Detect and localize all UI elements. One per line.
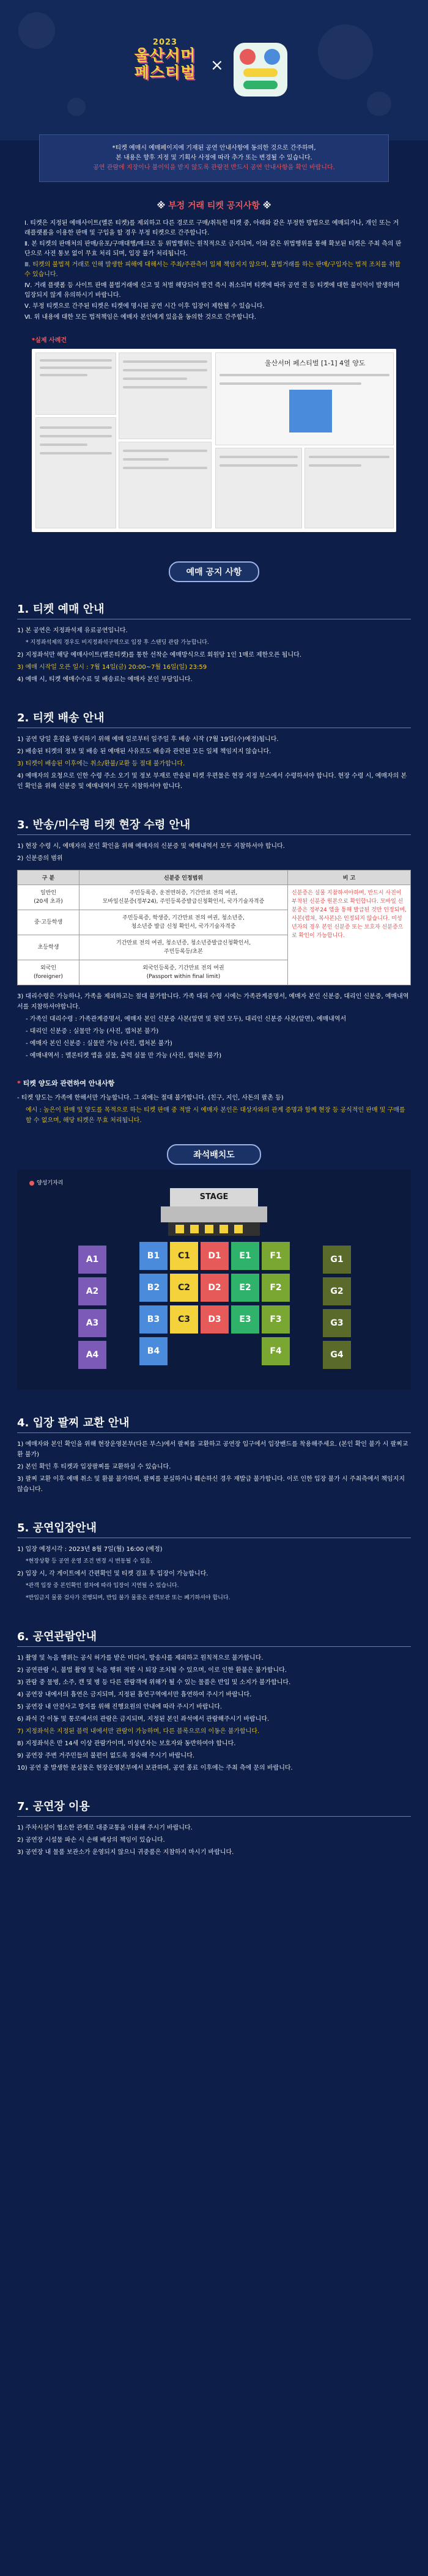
section-6-body: [17, 1653, 411, 1773]
resale-rules: [0, 219, 428, 323]
seat-block[interactable]: B3: [139, 1305, 168, 1334]
s4-line: 2) 본인 확인 후 티켓과 입장팔찌를 교환하실 수 있습니다.: [17, 1464, 171, 1470]
s5-line: *관객 입장 중 본인확인 절차에 따라 입장이 지연될 수 있습니다.: [26, 1583, 179, 1589]
table-row: [18, 885, 411, 910]
seat-block[interactable]: E2: [231, 1274, 259, 1302]
notice-line: 공연 관람에 지장이나 불이익을 받지 않도록 관람전 반드시 공연 안내사항을 확인 바랍니다.: [93, 164, 335, 171]
s2-line: 2) 배송된 티켓의 정보 및 배송 된 예매된 사유로도 배송과 관련된 모든 일체 책임지지 않습니다.: [17, 748, 271, 755]
ticket-image: [289, 390, 332, 432]
section-3-notes: [17, 991, 411, 1061]
s1-line: 1) 본 공연은 지정좌석제 유료공연입니다.: [17, 627, 128, 634]
seat-block[interactable]: C2: [170, 1274, 198, 1302]
title-mark: ※: [157, 201, 166, 211]
divider: [17, 1646, 411, 1647]
seat-block[interactable]: A3: [78, 1309, 106, 1337]
s7-line: 3) 공연장 내 물품 보관소가 운영되지 않으니 귀중품은 지참하지 마시기 바랍니다.: [17, 1849, 234, 1856]
s5-line: 2) 입장 시, 각 게이트에서 간편확인 및 티켓 검표 후 입장이 가능합니다.: [17, 1571, 208, 1577]
seat-block[interactable]: E1: [231, 1242, 259, 1270]
s3-line: 2) 신분증의 범위: [17, 855, 63, 862]
stage-apron: [161, 1206, 267, 1222]
page-bottom-spacer: [0, 1859, 428, 1884]
table-cell: 기간만료 전의 여권, 청소년증, 청소년증발급신청확인서, 주민등록등/초본: [79, 935, 288, 960]
s6-line: 8) 지정좌석은 만 14세 이상 관람가이며, 미성년자는 보호자와 동반하여야 합니다.: [17, 1740, 236, 1747]
festival-logo-line1: 울산서머: [134, 46, 196, 64]
seat-block[interactable]: G1: [323, 1246, 351, 1274]
s3-note: - 대리인 신분증 : 실물만 가능 (사진, 캡처본 불가): [26, 1028, 159, 1035]
section-4-heading: 4. 입장 팔찌 교환 안내: [17, 1417, 130, 1429]
s1-line: 2) 지정좌석만 해당 예매사이트(멜론티켓)를 통한 선착순 예매방식으로 회원당 1인 1매로 제한오픈 됩니다.: [17, 652, 301, 659]
logo-shape: [240, 49, 256, 65]
s3-line: 1) 현장 수령 시, 예매자의 본인 확인을 위해 예매자의 신분증 및 예매내역서 모두 지참하셔야 합니다.: [17, 843, 285, 850]
seat-block[interactable]: B1: [139, 1242, 168, 1270]
logo-shape: [243, 81, 278, 89]
collab-times: ×: [210, 56, 224, 75]
section-3-heading: 3. 반송/미수령 티켓 현장 수령 안내: [17, 819, 191, 831]
s6-line: 9) 공연장 주변 거주민들의 불편이 없도록 정숙해 주시기 바랍니다.: [17, 1753, 195, 1759]
seat-block[interactable]: B4: [139, 1337, 168, 1365]
logo-shape: [264, 49, 280, 65]
rule-item: Ⅴ. 부정 티켓으로 간주된 티켓은 티켓에 명시된 공연 시간 이후 입장이 제한될 수 있습니다.: [24, 303, 265, 310]
section-5-heading: 5. 공연입장안내: [17, 1522, 97, 1534]
rule-item: Ⅵ. 위 내용에 대한 모든 법적책임은 예매자 본인에게 있음을 동의한 것으로 간주합니다.: [24, 314, 256, 321]
s3-note: - 예매내역서 : 멜론티켓 앱을 실물, 출력 실물 만 가능 (사진, 캡처본 불가): [26, 1053, 222, 1059]
bokeh-decoration: [67, 98, 86, 116]
example-screenshot: [215, 352, 394, 445]
example-screenshot: [119, 442, 212, 528]
table-header: 신분증 인정범위: [79, 870, 288, 885]
s7-line: 1) 주차시설이 협소한 관계로 대중교통을 이용해 주시기 바랍니다.: [17, 1825, 193, 1831]
rule-item: Ⅰ. 티켓은 지정된 예매사이트(멜론 티켓)를 제외하고 다른 경로로 구매/취득한 티켓 중, 아래와 같은 부정한 방법으로 예매되거나, 개인 또는 거래플랫폼을 이용한 판매 및 구입을 할 경우 부정 티켓으로 간주합니다.: [24, 220, 399, 236]
seat-marker: [220, 1225, 228, 1233]
bokeh-decoration: [318, 24, 373, 79]
rule-item: Ⅳ. 거래 플랫폼 등 사이트 판매 불법거래에 신고 및 처벌 해당되어 발견 즉시 취소되며 티켓에 따라 공연 전 등 티켓에 대한 불이익이 발생하며 입장되지 않게 유의하시기 바랍니다.: [24, 282, 400, 299]
s4-line: 1) 예매자와 본인 확인을 위해 현장운영본부(다른 부스)에서 팔찌를 교환하고 공연장 입구에서 입장밴드를 착용해주세요. (본인 확인 불가 시 팔찌교환 불가): [17, 1441, 408, 1458]
s2-line: 1) 공연 당일 혼잡을 방지하기 위해 예매 일로부터 일주일 후 배송 시작 (7월 19일(수)예정)됩니다.: [17, 736, 279, 743]
festival-year: 2023: [152, 38, 178, 47]
seat-block[interactable]: B2: [139, 1274, 168, 1302]
s5-line: 1) 입장 예정시각 : 2023년 8월 7일(월) 16:00 (예정): [17, 1546, 163, 1553]
seat-block[interactable]: F2: [262, 1274, 290, 1302]
ticket-terms-notice: [39, 134, 389, 182]
table-header: 구 분: [18, 870, 79, 885]
example-screenshot: [215, 448, 302, 528]
example-label: *실제 사례건: [32, 337, 67, 344]
seat-block[interactable]: D1: [201, 1242, 229, 1270]
s2-line: 3) 티켓이 배송된 이후에는 취소/환불/교환 등 절대 불가합니다.: [17, 761, 185, 767]
divider: [17, 1816, 411, 1817]
partner-logo-icon: [234, 43, 287, 97]
festival-logo-line2: 페스티벌: [134, 64, 196, 81]
example-screenshots: [32, 349, 396, 532]
table-cell: 중·고등학생: [18, 910, 79, 935]
seat-block[interactable]: A4: [78, 1341, 106, 1369]
section-7-body: [17, 1823, 411, 1858]
seat-block[interactable]: E3: [231, 1305, 259, 1334]
legend-dot-icon: [29, 1181, 34, 1186]
transfer-line: 예시 : 높은이 판매 및 양도를 목적으로 하는 티켓 판매 중 적발 시 예매자 본인은 대상자와의 관계 증명과 함께 현장 등 공식적인 판매 및 구매를 할 수 없으며, 해당 티켓은 무효 처리됩니다.: [26, 1107, 405, 1124]
booking-notice-banner: 예매 공지 사항: [169, 561, 259, 582]
table-cell: 일반인 (20세 초과): [18, 885, 79, 910]
stage: STAGE: [170, 1188, 258, 1206]
divider: [17, 1432, 411, 1433]
seat-map: [17, 1170, 411, 1390]
title-mark: ※: [262, 201, 271, 211]
seat-block[interactable]: G4: [323, 1341, 351, 1369]
s3-note: - 예매자 본인 신분증 : 실물만 가능 (사진, 캡처본 불가): [26, 1040, 172, 1047]
s5-line: *반입금지 물품 검사가 진행되며, 반입 불가 물품은 관객보관 또는 폐기하셔야 합니다.: [26, 1595, 231, 1601]
example-screenshot: [35, 417, 116, 528]
table-header-row: [18, 870, 411, 885]
s3-note: 3) 대리수령은 가능하나, 가족을 제외하고는 절대 불가합니다. 가족 대리 수령 시에는 가족관계증명서, 예매자 본인 신분증, 대리인 신분증, 예매내역서를 지참하셔야합니다.: [17, 993, 409, 1010]
id-table: [17, 870, 411, 985]
logo-shape: [243, 68, 278, 77]
legend-label: 양성기자리: [37, 1180, 64, 1186]
seat-marker: [190, 1225, 199, 1233]
s5-line: *현장상황 등 공연 운영 조건 변경 시 변동될 수 있음.: [26, 1558, 152, 1564]
section-4-body: [17, 1439, 411, 1495]
seat-pit: [168, 1222, 260, 1236]
table-cell: 외국인등록증, 기간만료 전의 여권 (Passport within final limit): [79, 960, 288, 985]
table-cell: 주민등록증, 학생증, 기간만료 전의 여권, 청소년증, 청소년증 발급 신청 확인서, 국가기술자격증: [79, 910, 288, 935]
s6-line: 3) 관람 중 물병, 소주, 캔 및 병 등 다른 관람객에 위해가 될 수 있는 물품은 반입 및 소지가 불가합니다.: [17, 1679, 291, 1686]
seat-marker: [205, 1225, 213, 1233]
bullet-icon: *: [17, 1079, 21, 1087]
table-cell: 주민등록증, 운전면허증, 기간만료 전의 여권, 모바일신분증(정부24), 주민등록증발급신청확인서, 국가기술자격증: [79, 885, 288, 910]
example-screenshot: [119, 352, 212, 439]
bokeh-decoration: [18, 12, 55, 49]
table-cell: 초등학생: [18, 935, 79, 960]
title-text: 부정 거래 티켓 공지사항: [168, 201, 260, 211]
seat-block[interactable]: F4: [262, 1337, 290, 1365]
section-6-heading: 6. 공연관람안내: [17, 1630, 97, 1643]
festival-logo: [119, 38, 211, 81]
seat-block[interactable]: A2: [78, 1277, 106, 1305]
s6-line: 1) 촬영 및 녹음 행위는 공식 허가를 받은 미디어, 방송사를 제외하고 원칙적으로 불가합니다.: [17, 1655, 264, 1662]
example-screenshot: [35, 352, 116, 415]
s1-line: 4) 예매 시, 티켓 예매수수료 및 배송료는 예매자 본인 부담입니다.: [17, 676, 193, 683]
s6-line: 7) 지정좌석은 지정된 블럭 내에서만 관람이 가능하며, 다른 블록으로의 이동은 불가합니다.: [17, 1728, 260, 1735]
section-3-body: [17, 841, 411, 864]
s7-line: 2) 공연장 시설물 파손 시 손해 배상의 책임이 있습니다.: [17, 1837, 165, 1844]
section-1-heading: 1. 티켓 예매 안내: [17, 603, 105, 616]
section-7-heading: 7. 공연장 이용: [17, 1800, 90, 1813]
s6-line: 6) 좌석 간 이동 및 통로에서의 관람은 금지되며, 지정된 본인 좌석에서 관람해주시기 바랍니다.: [17, 1716, 270, 1723]
section-1-body: [17, 626, 411, 685]
section-5-body: [17, 1544, 411, 1604]
divider: [17, 834, 411, 835]
notice-line: 본 내용은 향후 지정 및 기획사 사정에 따라 추가 또는 변경될 수 있습니다.: [116, 155, 312, 161]
seat-block[interactable]: D2: [201, 1274, 229, 1302]
resale-notice-title: [0, 199, 428, 211]
seat-legend: [29, 1178, 63, 1186]
s2-line: 4) 예매자의 요청으로 인한 수령 주소 오기 및 정보 부재로 반송된 티켓 우편물은 현장 지정 부스에서 수령하셔야 합니다. 현장 수령 시, 예매자의 본인 확인을 위해 신분증 및 예매내역서 모두 지참하셔야 합니다.: [17, 773, 407, 790]
seat-marker: [234, 1225, 243, 1233]
seat-block[interactable]: C3: [170, 1305, 198, 1334]
seat-block[interactable]: F1: [262, 1242, 290, 1270]
transfer-label: 티켓 양도와 관련하여 안내사항: [23, 1079, 115, 1087]
bokeh-decoration: [367, 92, 391, 116]
seat-block[interactable]: G3: [323, 1309, 351, 1337]
section-2-heading: 2. 티켓 배송 안내: [17, 712, 105, 724]
s6-line: 4) 공연장 내에서의 흡연은 금지되며, 지정된 흡연구역에서만 흡연하여 주시기 바랍니다.: [17, 1691, 252, 1698]
seat-map-title: 좌석배치도: [167, 1144, 261, 1165]
seat-block[interactable]: C1: [170, 1242, 198, 1270]
transfer-body: [17, 1093, 411, 1126]
notice-line: *티켓 예매시 예매페이지에 기재된 공연 안내사항에 동의한 것으로 간주하며,: [112, 145, 316, 151]
table-cell: 외국인 (foreigner): [18, 960, 79, 985]
rule-item: Ⅱ. 본 티켓의 판매처의 판매/유포/구매대행/매크로 등 위법행위는 원칙적으로 금지되며, 이와 같은 위법행위를 통해 확보된 티켓은 주최 측의 판단으로 사전 통보 없이 무효 처리 되며, 입장 불가 처리됩니다.: [24, 241, 402, 257]
seat-block[interactable]: D3: [201, 1305, 229, 1334]
s6-line: 10) 공연 중 발생한 분실물은 현장운영본부에서 보관하며, 공연 종료 이후에는 주최 측에 문의 바랍니다.: [17, 1765, 293, 1771]
s4-line: 3) 팔찌 교환 이후 예매 취소 및 환불 불가하며, 팔찌를 분실하거나 훼손하신 경우 재발급 불가합니다. 이로 인한 입장 불가 시 주최측에서 책임지지 않습니다.: [17, 1476, 405, 1493]
seat-block[interactable]: F3: [262, 1305, 290, 1334]
seat-marker: [175, 1225, 184, 1233]
rule-item: Ⅲ. 티켓의 불법적 거래로 인해 발생한 피해에 대해서는 주최/주관측이 일체 책임지지 않으며, 불법거래를 하는 판매/구입자는 법적 조치를 취할 수 있습니다.: [24, 261, 400, 278]
seat-block[interactable]: A1: [78, 1246, 106, 1274]
seat-block[interactable]: G2: [323, 1277, 351, 1305]
hero-banner: [0, 0, 428, 140]
s6-line: 2) 공연관람 시, 불법 촬영 및 녹음 행위 적발 시 퇴장 조치될 수 있으며, 이로 인한 환불은 불가합니다.: [17, 1667, 287, 1674]
table-header: 비 고: [288, 870, 411, 885]
example-screenshot: [304, 448, 394, 528]
s3-note: - 가족인 대리수령 : 가족관계증명서, 예매자 본인 신분증 사본(앞면 및 뒷면 모두), 대리인 신분증 사본(앞면), 예매내역서: [26, 1016, 347, 1023]
transfer-line: - 티켓 양도는 가족에 한해서만 가능합니다. 그 외에는 절대 불가합니다. (친구, 지인, 사돈의 팔촌 등): [17, 1095, 284, 1101]
transfer-notice-title: [17, 1078, 411, 1088]
s1-line: 3) 예매 시작일 오픈 일시 : 7월 14일(금) 20:00~7월 16일(일) 23:59: [17, 664, 207, 671]
s1-line: * 지정좌석제의 경우도 비지정좌석구역으로 입장 후 스탠딩 관람 가능합니다.: [26, 640, 209, 646]
table-note: 신분증은 실물 지참하셔야하며, 반드시 사진이 부착된 신분증 원본으로 확인합니다. 모바일 신분증은 정부24 앱을 통해 발급된 것만 인정되며, 사본(캡쳐, 복사본)은 인정되지 않습니다. 미성년자의 경우 본인 신분증 또는 보호자 신분증으로 확인이 가능합니다.: [288, 885, 411, 985]
example-caption: 울산서머 페스티벌 [1-1] 4열 양도: [265, 359, 366, 367]
s6-line: 5) 공연장 내 안전사고 방지를 위해 진행요원의 안내에 따라 주시기 바랍니다.: [17, 1704, 223, 1710]
section-2-body: [17, 734, 411, 792]
